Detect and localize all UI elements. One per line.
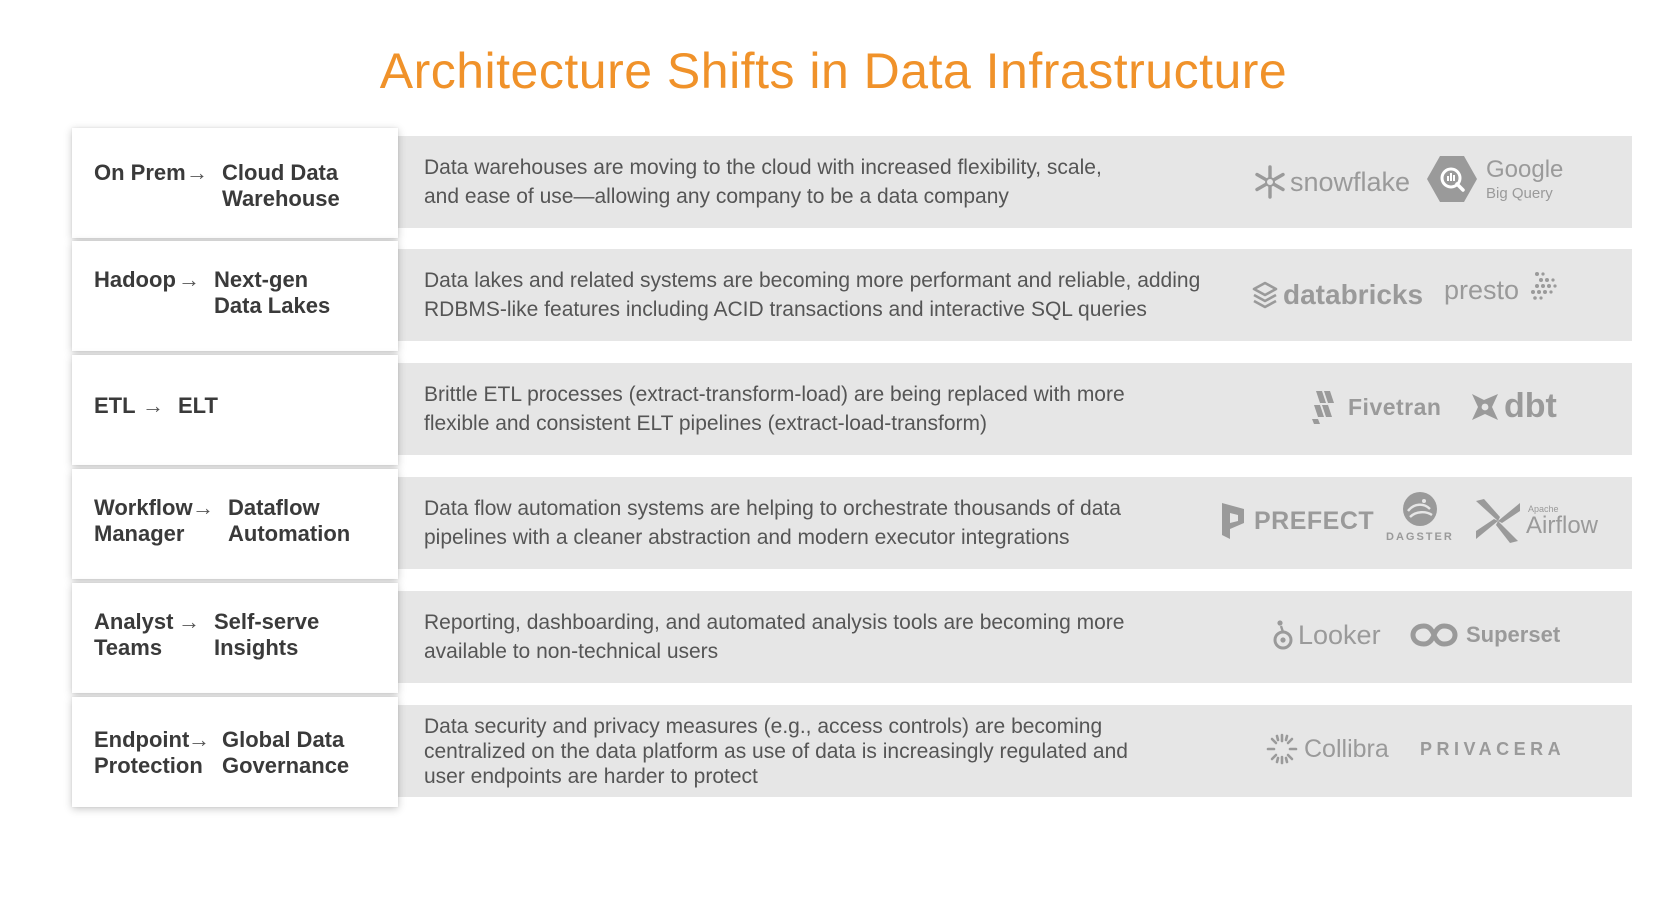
row-elt xyxy=(72,355,1632,467)
superset-logo xyxy=(1410,621,1560,649)
snowflake-icon xyxy=(1252,164,1288,200)
presto-icon xyxy=(1523,270,1563,304)
logo-group xyxy=(1252,249,1632,341)
databricks-icon xyxy=(1252,281,1278,309)
row-description: Reporting, dashboarding, and automated analysis tools are becoming more available to non-technical users xyxy=(424,611,1125,663)
databricks-label: databricks xyxy=(1283,279,1424,310)
row-description: Data lakes and related systems are becoming more performant and reliable, adding RDBMS-like features including ACID transactions and interactive SQL queries xyxy=(424,269,1201,321)
privacera-logo xyxy=(1420,739,1565,760)
shift-card xyxy=(72,128,398,238)
logo-group xyxy=(1252,363,1632,455)
bigquery-icon xyxy=(1426,154,1478,204)
looker-icon xyxy=(1272,619,1294,651)
bigquery-brand: Google xyxy=(1486,155,1564,183)
page-title: Architecture Shifts in Data Infrastructure xyxy=(379,43,1288,99)
collibra-icon xyxy=(1266,733,1298,765)
bigquery-label: Big Query xyxy=(1486,184,1553,202)
dbt-label: dbt xyxy=(1504,387,1557,425)
logo-group xyxy=(1252,136,1632,228)
fivetran-logo xyxy=(1310,389,1441,425)
arrow-icon: → xyxy=(188,727,210,752)
row-governance xyxy=(72,697,1632,809)
arrow-icon: → xyxy=(142,393,164,418)
dagster-logo xyxy=(1386,489,1454,543)
shift-from: Endpoint Protection xyxy=(94,727,203,778)
shift-card xyxy=(72,469,398,579)
looker-label: Looker xyxy=(1298,619,1381,650)
dagster-label: DAGSTER xyxy=(1386,531,1454,543)
airflow-logo xyxy=(1474,497,1598,545)
airflow-icon xyxy=(1474,497,1522,545)
arrow-icon: → xyxy=(186,160,208,185)
row-self-serve xyxy=(72,583,1632,695)
superset-label: Superset xyxy=(1466,622,1561,647)
prefect-icon xyxy=(1220,501,1246,541)
arrow-icon: → xyxy=(178,267,200,292)
logo-group xyxy=(1220,477,1632,569)
dagster-icon xyxy=(1400,489,1440,529)
dbt-logo xyxy=(1468,387,1557,426)
row-description: Data flow automation systems are helping to orchestrate thousands of data pipelines with a cleaner abstraction and modern executor integrations xyxy=(424,497,1121,549)
shift-from: On Prem xyxy=(94,160,186,185)
presto-logo xyxy=(1444,275,1563,306)
databricks-logo xyxy=(1252,279,1423,311)
privacera-label: PRIVACERA xyxy=(1420,739,1566,759)
fivetran-icon xyxy=(1310,389,1340,425)
bigquery-logo xyxy=(1426,154,1563,204)
shift-from: Analyst Teams xyxy=(94,609,174,660)
fivetran-label: Fivetran xyxy=(1348,393,1442,420)
shift-from: ETL xyxy=(94,393,136,418)
arrow-icon: → xyxy=(178,609,200,634)
shift-card xyxy=(72,583,398,693)
shift-to: Cloud Data Warehouse xyxy=(222,160,340,211)
collibra-label: Collibra xyxy=(1304,734,1389,763)
presto-label: presto xyxy=(1444,275,1520,305)
snowflake-logo xyxy=(1252,164,1410,200)
prefect-logo xyxy=(1220,501,1374,541)
shift-to: Dataflow Automation xyxy=(228,495,351,546)
row-data-lakes xyxy=(72,241,1632,353)
shift-card xyxy=(72,241,398,351)
row-description: Brittle ETL processes (extract-transform-load) are being replaced with more flexible and consistent ELT pipelines (extract-load-transform) xyxy=(424,383,1125,435)
airflow-brand: Apache xyxy=(1528,503,1559,514)
shift-to: Global Data Governance xyxy=(222,727,350,778)
shift-from: Hadoop xyxy=(94,267,176,292)
shift-card xyxy=(72,355,398,465)
airflow-label: Airflow xyxy=(1526,511,1599,539)
dbt-icon xyxy=(1468,390,1502,424)
logo-group xyxy=(1252,705,1632,797)
collibra-logo xyxy=(1266,733,1389,765)
shift-from: Workflow Manager xyxy=(94,495,193,546)
shift-to: Next-gen Data Lakes xyxy=(214,267,331,318)
row-cloud-warehouse xyxy=(72,128,1632,240)
arrow-icon: → xyxy=(192,495,214,520)
looker-logo xyxy=(1272,619,1381,651)
row-description: Data security and privacy measures (e.g., access controls) are becoming centralized on the data platform as use of data is increasingly regulated and user endpoints are harder to protect xyxy=(424,714,1128,788)
snowflake-label: snowflake xyxy=(1290,166,1411,197)
row-dataflow xyxy=(72,469,1632,581)
superset-icon xyxy=(1410,621,1458,649)
row-description: Data warehouses are moving to the cloud with increased flexibility, scale, and ease of use—allowing any company to be a data company xyxy=(424,156,1102,208)
logo-group xyxy=(1252,591,1632,683)
shift-to: Self-serve Insights xyxy=(214,609,320,660)
shift-card xyxy=(72,697,398,807)
shift-to: ELT xyxy=(178,393,218,418)
prefect-label: PREFECT xyxy=(1254,506,1375,535)
